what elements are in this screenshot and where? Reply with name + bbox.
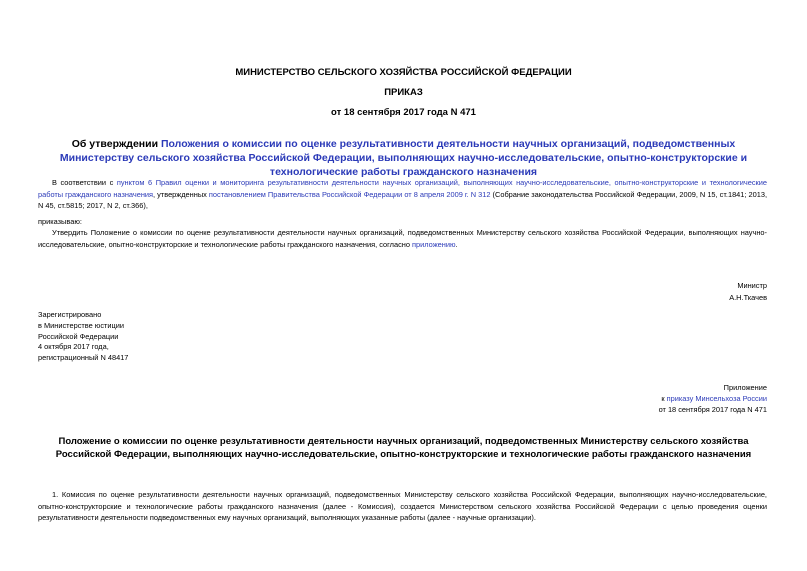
government-decree-link[interactable]: постановлением Правительства Российской Федерации от 8 апреля 2009 г. N 312 <box>208 189 491 199</box>
clause-1: 1. Комиссия по оценке результативности деятельности научных организаций, подведомственных Министерству сельского хозяйства Российской Федерации, выполняющих научно-исследовательские, опытно-конструкторские и технологические работы гражданского назначения (далее - Комиссия), создается Министерством сельского хозяйства Российской Федерации с целью проведения оценки результативности деятельности подведомственных ему научных организаций, выполняющих указанные работы (далее - научные организации). <box>38 490 767 522</box>
registration-block <box>38 310 128 364</box>
appendix-date: от 18 сентября 2017 года N 471 <box>658 404 767 414</box>
registration-line: в Министерстве юстиции <box>38 320 125 330</box>
order-text-1: Утвердить Положение о комиссии по оценке результативности деятельности научных организаций, подведомственных Министерству сельского хозяйства Российской Федерации, выполняющих научно-исследовательские, опытно-конструкторские и технологические работы гражданского назначения, согласно <box>38 228 767 249</box>
preamble-text-2: , утвержденных <box>153 189 209 199</box>
order-date-number: от 18 сентября 2017 года N 471 <box>331 107 476 118</box>
regulation-link[interactable]: Положения о комиссии по оценке результативности деятельности научных организаций, подведомственных Министерству сельского хозяйства Российской Федерации, выполняющих научно-исследовательские, опытно-конструкторские и технологические работы гражданского назначения <box>59 138 748 178</box>
order-ref-link[interactable]: приказу Минсельхоза России <box>666 393 767 403</box>
rules-clause-link[interactable]: пунктом 6 Правил оценки и мониторинга результативности деятельности научных организаций, выполняющих научно-исследовательские, опытно-конструкторские и технологические работы гражданского назначения <box>38 178 767 199</box>
appendix-block <box>659 383 767 415</box>
order-title-prefix: Об утверждении <box>71 138 161 150</box>
regulation-title: Положение о комиссии по оценке результативности деятельности научных организаций, подведомственных Министерству сельского хозяйства Российской Федерации, выполняющих научно-исследовательские, опытно-конструкторские и технологические работы гражданского назначения <box>55 436 752 460</box>
ministry-heading: МИНИСТЕРСТВО СЕЛЬСКОГО ХОЗЯЙСТВА РОССИЙСКОЙ ФЕДЕРАЦИИ <box>235 67 572 78</box>
registration-line: Зарегистрировано <box>38 310 102 319</box>
signature-name: А.Н.Ткачев <box>729 292 767 302</box>
registration-line: Российской Федерации <box>38 331 119 341</box>
order-text-2: . <box>455 239 458 249</box>
appendix-link[interactable]: приложению <box>412 239 456 249</box>
appendix-ref-prefix: к <box>661 393 667 403</box>
appendix-label: Приложение <box>723 383 767 392</box>
signature-position: Министр <box>737 281 767 290</box>
order-paragraph <box>38 227 767 250</box>
document-type-heading: ПРИКАЗ <box>384 87 423 98</box>
order-title <box>40 137 767 179</box>
registration-line: 4 октября 2017 года, <box>38 342 109 352</box>
registration-line: регистрационный N 48417 <box>38 353 129 363</box>
signature-block <box>729 280 767 303</box>
preamble-text-1: В соответствии с <box>52 178 117 187</box>
order-word: приказываю: <box>38 217 82 226</box>
preamble-text-3: (Собрание законодательства Российской Федерации, 2009, N 15, ст.1841; 2013, N 45, ст.5815; 2017, N 2, ст.366), <box>38 189 767 210</box>
appendix-ref <box>659 394 767 405</box>
preamble-paragraph <box>38 177 767 212</box>
